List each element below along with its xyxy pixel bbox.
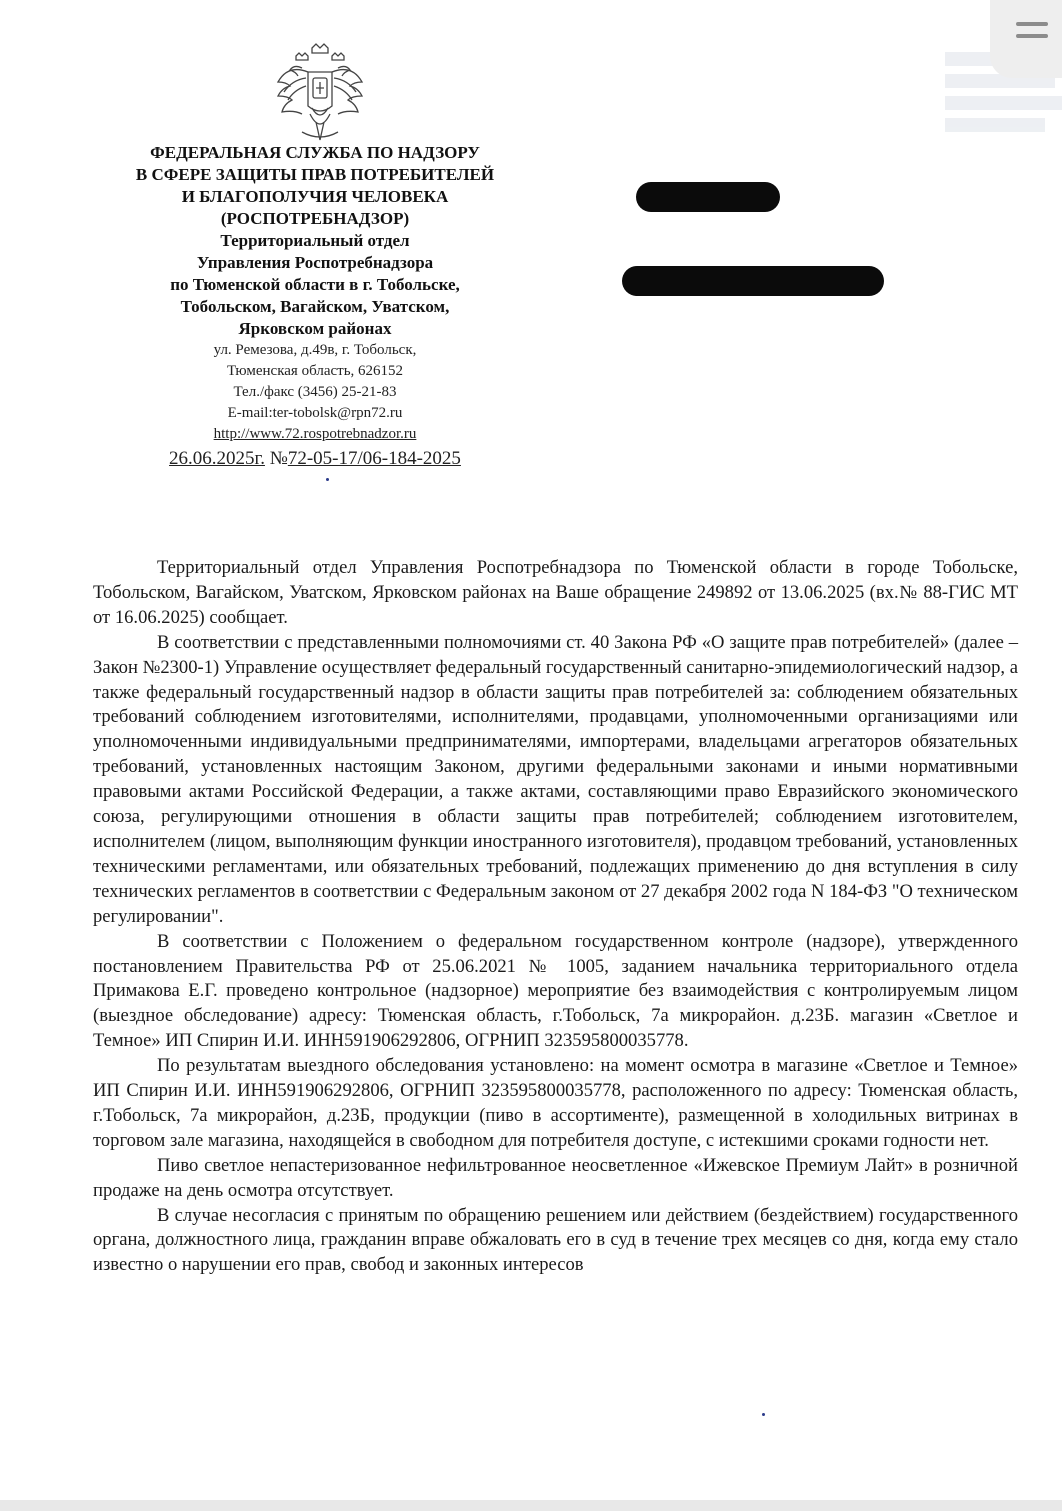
email-line: E-mail:ter-tobolsk@rpn72.ru (227, 405, 403, 421)
scan-speck (762, 1413, 765, 1416)
sender-header (110, 142, 520, 471)
agency-line: по Тюменской области в г. Тобольске, (170, 275, 460, 294)
page-bottom-edge (0, 1500, 1062, 1511)
website-link[interactable]: http://www.72.rospotrebnadzor.ru (213, 426, 417, 442)
agency-line: Тобольском, Вагайском, Уватском, (180, 297, 450, 316)
body-paragraph: Территориальный отдел Управления Роспотребнадзора по Тюменской области в городе Тобольске, Тобольском, Вагайском, Уватском, Ярковском районах на Ваше обращение 249892 от 13.06.2025 (вх.№ 88-ГИС МТ от 16.06.2025) сообщает. (93, 557, 1018, 628)
body-paragraph: В соответствии с Положением о федеральном государственном контроле (надзоре), утвержденного постановлением Правительства РФ от 25.06.2021 № 1005, заданием начальника территориального отдела Примакова Е.Г. проведено контрольное (надзорное) мероприятие без взаимодействия с контролируемым лицом (выездное обследование) адресу: Тюменская область, г.Тобольск, 7а микрорайон. д.23Б. магазин «Светлое и Темное» ИП Спирин И.И. ИНН591906292806, ОГРНИП 323595800035778. (93, 930, 1018, 1052)
body-paragraph: В случае несогласия с принятым по обращению решением или действием (бездействием) государственного органа, должностного лица, гражданин вправе обжаловать его в суд в течение трех месяцев со дня, когда ему стало известно о нарушении его прав, свобод и законных интересов (93, 1204, 1018, 1276)
agency-line: Ярковском районах (238, 319, 392, 338)
agency-line: (РОСПОТРЕБНАДЗОР) (220, 209, 410, 228)
document-date: 26.06.2025г. (169, 448, 265, 469)
phone-line: Тел./факс (3456) 25-21-83 (233, 384, 397, 400)
agency-line: ФЕДЕРАЛЬНАЯ СЛУЖБА ПО НАДЗОРУ (150, 143, 480, 162)
agency-line: Территориальный отдел (220, 231, 410, 250)
number-sign: № (264, 448, 288, 469)
double-headed-eagle-emblem-icon (272, 42, 368, 146)
address-line: ул. Ремезова, д.49в, г. Тобольск, (213, 342, 417, 358)
redaction-recipient-name (636, 182, 780, 212)
registration-line (110, 447, 520, 471)
redaction-recipient-address (622, 266, 884, 296)
document-number: 72-05-17/06-184-2025 (287, 448, 461, 469)
body-paragraph: Пиво светлое непастеризованное нефильтрованное неосветленное «Ижевское Премиум Лайт» в розничной продаже на день осмотра отсутствует. (93, 1154, 1018, 1201)
body-paragraph: В соответствии с представленными полномочиями ст. 40 Закона РФ «О защите прав потребителей» (далее – Закон №2300-1) Управление осуществляет федеральный государственный санитарно-эпидемиологический надзор, а также федеральный государственный надзор в области защиты прав потребителей за: соблюдением обязательных требований соблюдением изготовителями, исполнителями, продавцами, уполномоченными организациями или уполномоченными индивидуальными предпринимателями, импортерами, владельцами агрегаторов обязательных требований, установленных настоящим Законом, другими федеральными законами и иными нормативными правовыми актами Российской Федерации, а также актами, составляющими право Евразийского экономического союза, регулирующими отношения в области защиты прав потребителей; соблюдением изготовителем, исполнителем (лицом, выполняющим функции иностранного изготовителя), продавцом требований, установленных техническими регламентами, или обязательных требований, подлежащих применению до дня вступления в силу технических регламентов в соответствии с Федеральным законом от 27 декабря 2002 года N 184-ФЗ "О техническом регулировании". (93, 631, 1018, 927)
agency-line: В СФЕРЕ ЗАЩИТЫ ПРАВ ПОТРЕБИТЕЛЕЙ (135, 165, 495, 184)
agency-line: Управления Роспотребнадзора (196, 253, 434, 272)
letter-body (93, 556, 1018, 1278)
body-paragraph: По результатам выездного обследования установлено: на момент осмотра в магазине «Светлое и Темное» ИП Спирин И.И. ИНН591906292806, ОГРНИП 323595800035778, расположенного по адресу: Тюменская область, г.Тобольск, 7а микрорайон, д.23Б, продукции (пиво в ассортименте), размещенной в холодильных витринах в торговом зале магазина, находящейся в свободном для потребителя доступе, с истекшими сроками годности нет. (93, 1055, 1018, 1151)
menu-icon[interactable] (990, 0, 1062, 78)
region-line: Тюменская область, 626152 (226, 363, 404, 379)
scan-speck (326, 478, 329, 481)
agency-line: И БЛАГОПОЛУЧИЯ ЧЕЛОВЕКА (181, 187, 449, 206)
